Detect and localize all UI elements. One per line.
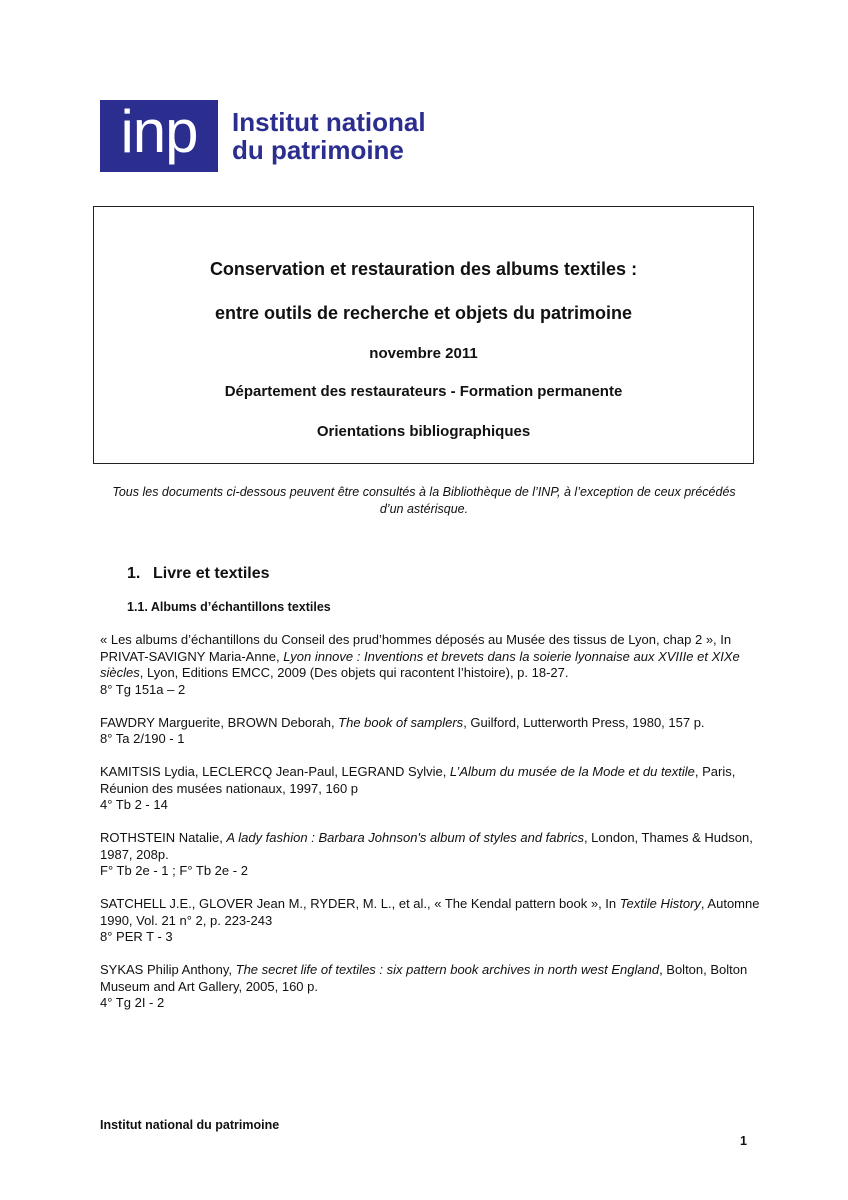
inp-logo [100, 100, 426, 172]
document-date: novembre 2011 [369, 345, 478, 362]
entry-citation: FAWDRY Marguerite, BROWN Deborah, The book of samplers, Guilford, Lutterworth Press, 1980, 157 p. [100, 714, 705, 730]
page-number: 1 [740, 1134, 747, 1148]
document-title-line2: entre outils de recherche et objets du patrimoine [214, 303, 633, 323]
bibliography-list [100, 632, 760, 1028]
logo-mark: inp [100, 100, 218, 172]
bibliography-entry [100, 896, 760, 946]
entry-citation: ROTHSTEIN Natalie, A lady fashion : Barbara Johnson's album of styles and fabrics, London, Thames & Hudson, 1987, 208p. [100, 830, 753, 862]
entry-call-number: 8° Tg 151a – 2 [100, 681, 186, 697]
availability-note: Tous les documents ci-dessous peuvent être consultés à la Bibliothèque de l’INP, à l’exception de ceux précédés d’un astérisque. [112, 485, 736, 516]
subsection-heading: 1.1. Albums d’échantillons textiles [127, 600, 331, 614]
logo-line1: Institut national [232, 107, 426, 137]
entry-citation: KAMITSIS Lydia, LECLERCQ Jean-Paul, LEGRAND Sylvie, L’Album du musée de la Mode et du textile, Paris, Réunion des musées nationaux, 1997, 160 p [100, 764, 736, 796]
entry-call-number: 4° Tb 2 - 14 [100, 797, 168, 812]
logo-wordmark [232, 108, 426, 164]
page-footer: Institut national du patrimoine [100, 1118, 280, 1132]
section-heading [127, 565, 270, 583]
bibliography-entry [100, 764, 760, 814]
bibliography-entry [100, 830, 760, 880]
section-title: Livre et textiles [153, 565, 270, 582]
bibliography-entry [100, 715, 760, 748]
entry-call-number: F° Tb 2e - 1 ; F° Tb 2e - 2 [100, 863, 248, 878]
entry-citation: SATCHELL J.E., GLOVER Jean M., RYDER, M. L., et al., « The Kendal pattern book », In Textile History, Automne 1990, Vol. 21 n° 2, p. 223-243 [100, 896, 760, 928]
entry-citation: SYKAS Philip Anthony, The secret life of textiles : six pattern book archives in north west England, Bolton, Bolton Museum and Art Gallery, 2005, 160 p. [100, 962, 748, 994]
entry-call-number: 4° Tg 2I - 2 [100, 995, 165, 1010]
department-label: Département des restaurateurs - Formation permanente [224, 383, 623, 400]
document-subtitle: Orientations bibliographiques [316, 423, 531, 440]
logo-line2: du patrimoine [232, 135, 404, 165]
bibliography-entry [100, 962, 760, 1012]
title-box [93, 206, 754, 464]
document-title-line1: Conservation et restauration des albums textiles : [209, 259, 638, 279]
section-number: 1. [127, 565, 141, 582]
entry-citation: « Les albums d’échantillons du Conseil des prud’hommes déposés au Musée des tissus de Lyon, chap 2 », In PRIVAT-SAVIGNY Maria-Anne, Lyon innove : Inventions et brevets dans la soierie lyonnaise aux XVIIIe et XIXe siècles, Lyon, Editions EMCC, 2009 (Des objets qui racontent l’histoire), p. 18-27. [100, 632, 740, 680]
bibliography-entry [100, 632, 760, 698]
entry-call-number: 8° Ta 2/190 - 1 [100, 731, 185, 746]
entry-call-number: 8° PER T - 3 [100, 929, 173, 944]
